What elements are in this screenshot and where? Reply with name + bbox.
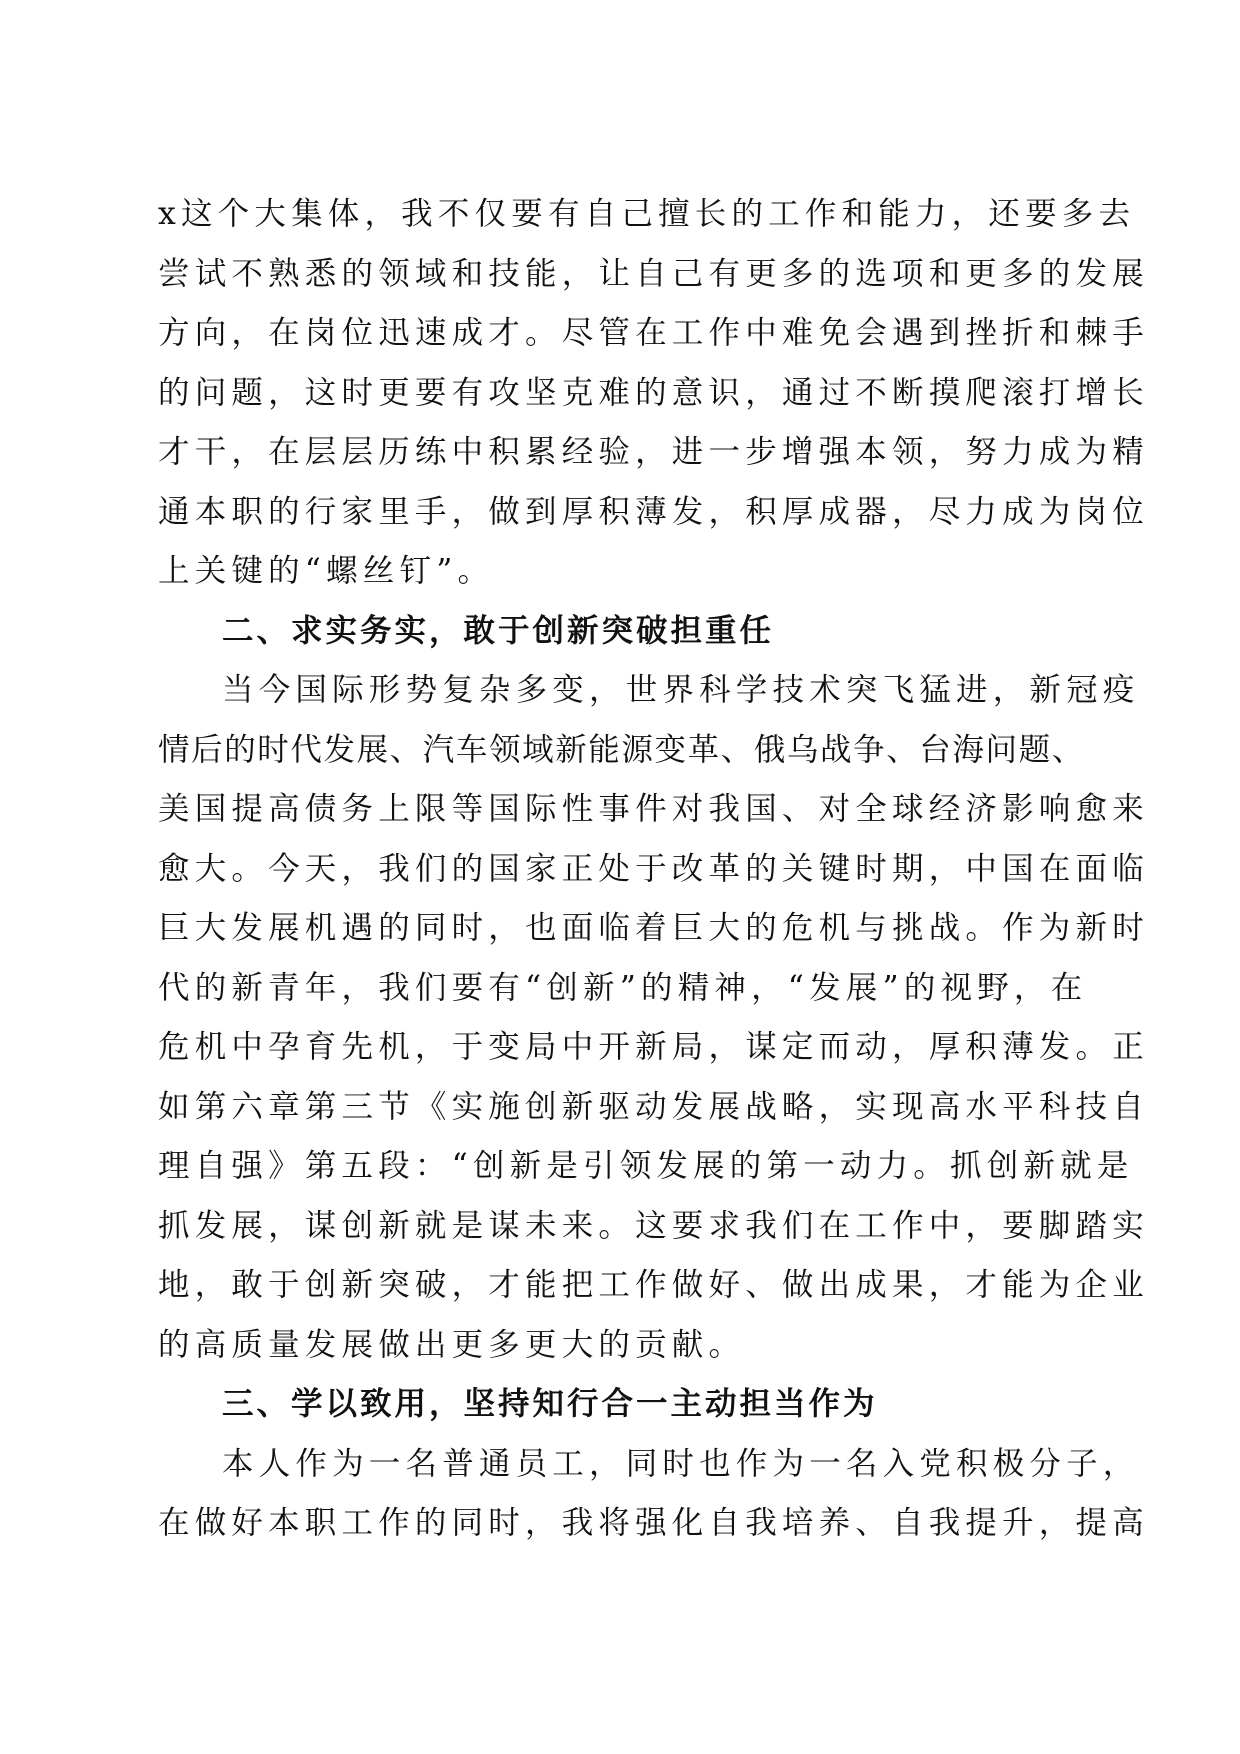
body-line: 抓发展，谋创新就是谋未来。这要求我们在工作中，要脚踏实: [158, 1207, 1149, 1244]
paragraph-first-line: 本人作为一名普通员工，同时也作为一名入党积极分子，: [222, 1445, 1140, 1482]
body-line: 理自强》第五段：“创新是引领发展的第一动力。抓创新就是: [158, 1148, 1134, 1184]
section-heading-3: 三、学以致用，坚持知行合一主动担当作为: [222, 1386, 878, 1422]
body-line: 如第六章第三节《实施创新驱动发展战略，实现高水平科技自: [158, 1088, 1149, 1125]
body-line: 上关键的“螺丝钉”。: [158, 553, 495, 589]
body-line: 巨大发展机遇的同时，也面临着巨大的危机与挑战。作为新时: [158, 910, 1149, 946]
body-line: 代的新青年，我们要有“创新”的精神，“发展”的视野，在: [158, 969, 1088, 1006]
body-line: 尝试不熟悉的领域和技能，让自己有更多的选项和更多的发展: [158, 255, 1149, 292]
paragraph-first-line: 当今国际形势复杂多变，世界科学技术突飞猛进，新冠疫: [222, 672, 1140, 708]
body-line: 的高质量发展做出更多更大的贡献。: [158, 1326, 746, 1363]
body-line: 在做好本职工作的同时，我将强化自我培养、自我提升，提高: [158, 1505, 1149, 1541]
body-line: 才干，在层层历练中积累经验，进一步增强本领，努力成为精: [158, 434, 1149, 470]
body-line: 方向，在岗位迅速成才。尽管在工作中难免会遇到挫折和棘手: [158, 315, 1149, 351]
section-heading-2: 二、求实务实，敢于创新突破担重任: [222, 612, 775, 649]
body-line: 美国提高债务上限等国际性事件对我国、对全球经济影响愈来: [158, 791, 1149, 827]
body-line: 通本职的行家里手，做到厚积薄发，积厚成器，尽力成为岗位: [158, 493, 1149, 530]
body-line: 情后的时代发展、汽车领域新能源变革、俄乌战争、台海问题、: [158, 731, 1085, 768]
body-line: 的问题，这时更要有攻坚克难的意识，通过不断摸爬滚打增长: [158, 374, 1149, 411]
body-line: x这个大集体，我不仅要有自己擅长的工作和能力，还要多去: [158, 196, 1136, 232]
body-line: 地，敢于创新突破，才能把工作做好、做出成果，才能为企业: [158, 1267, 1149, 1303]
document-body: [158, 185, 1149, 1554]
body-line: 危机中孕育先机，于变局中开新局，谋定而动，厚积薄发。正: [158, 1029, 1149, 1065]
body-line: 愈大。今天，我们的国家正处于改革的关键时期，中国在面临: [158, 850, 1149, 887]
